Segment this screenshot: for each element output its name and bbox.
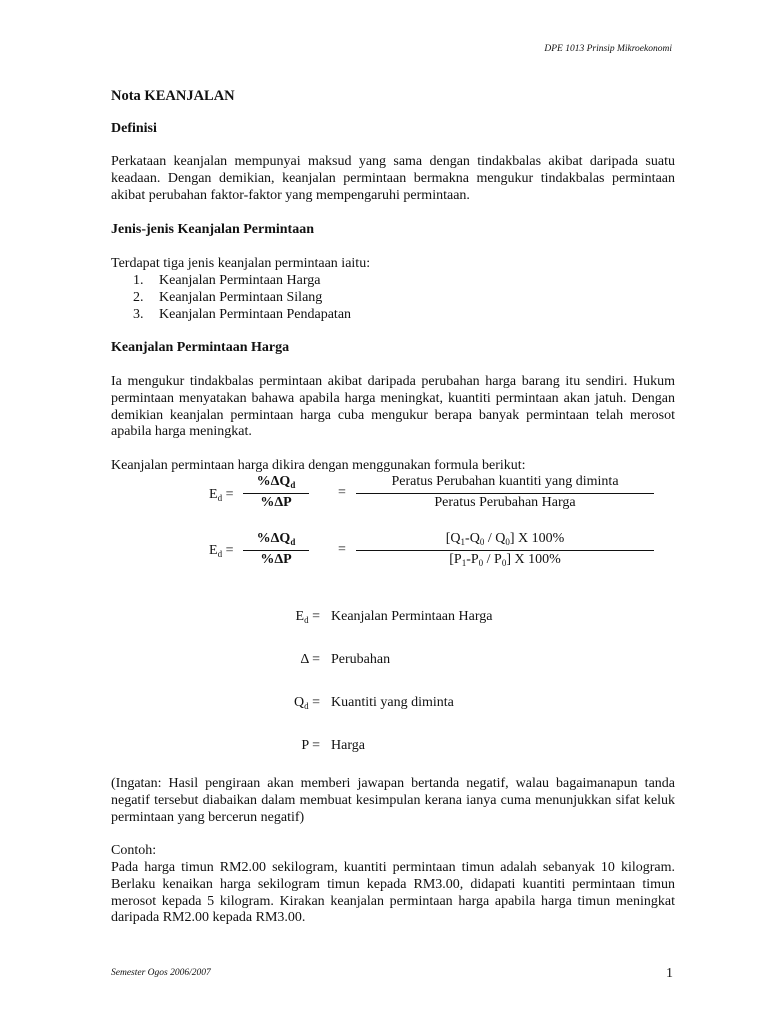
formula-right-denominator: Peratus Perubahan Harga	[434, 495, 576, 510]
page-number: 1	[666, 966, 673, 981]
list-item: 3. Keanjalan Permintaan Pendapatan	[133, 306, 352, 322]
definisi-paragraph: Perkataan keanjalan mempunyai maksud yang sama dengan tindakbalas akibat daripada suatu keadaan. Dengan demikian, keanjalan permintaan bermakna mengukur tindakbalas permintaan akibat perubahan faktor-faktor yang mempengaruhi permintaan.	[111, 154, 675, 203]
harga-paragraph: Ia mengukur tindakbalas permintaan akibat daripada perubahan harga barang itu sendiri. Hukum permintaan menyatakan bahawa apabila harga meningkat, kuantiti permintaan akan jatuh. Dengan demikian keanjalan permintaan harga cuba mengukur berapa banyak permintaan telah merosot apabila harga meningkat.	[111, 374, 675, 440]
footer-semester: Semester Ogos 2006/2007	[111, 968, 211, 978]
equals-sign: =	[338, 485, 346, 500]
document-title: Nota KEANJALAN	[111, 88, 235, 104]
fraction-bar	[356, 493, 654, 494]
formula-denominator: %ΔP	[260, 552, 292, 567]
formula-numerator: $\%\Delta Q_d$	[256, 531, 296, 547]
contoh-paragraph: Pada harga timun RM2.00 sekilogram, kuantiti permintaan timun adalah sebanyak 10 kilogram. Berlaku kenaikan harga sekilogram timun kepada RM3.00, didapati kuantiti permintaan timun merosot kepada 5 kilogram. Kirakan keanjalan permintaan harga apabila harga timun meningkat daripada RM2.00 kepada RM3.00.	[111, 860, 675, 926]
formula-numerator: $\%\Delta Q_d$	[256, 474, 296, 490]
definition-text: Keanjalan Permintaan Harga	[331, 609, 493, 624]
list-item: 1. Keanjalan Permintaan Harga	[133, 273, 321, 288]
ingatan-note: (Ingatan: Hasil pengiraan akan memberi jawapan bertanda negatif, walau bagaimanapun tanda negatif tersebut diabaikan dalam membuat kesimpulan kerana ianya cuma menunjukkan sifat keluk permintaan yang bercerun negatif)	[111, 776, 675, 825]
equals-sign: =	[338, 542, 346, 557]
definisi-heading: Definisi	[111, 121, 157, 136]
fraction-bar	[243, 550, 309, 551]
definition-text: Harga	[331, 738, 365, 753]
definition-symbol: P =	[301, 738, 320, 753]
formula-lhs: $E_d$ =	[209, 543, 234, 559]
contoh-label: Contoh:	[111, 843, 157, 858]
definition-text: Kuantiti yang diminta	[331, 695, 454, 710]
definition-symbol: $Q_d$ =	[293, 695, 320, 711]
formula-right-numerator: Peratus Perubahan kuantiti yang diminta	[391, 474, 619, 489]
running-header: DPE 1013 Prinsip Mikroekonomi	[544, 44, 672, 54]
fraction-bar	[356, 550, 654, 551]
definition-symbol: $E_d$ =	[295, 609, 320, 625]
definition-symbol: Δ =	[300, 652, 320, 667]
jenis-heading: Jenis-jenis Keanjalan Permintaan	[111, 222, 314, 237]
formula-intro: Keanjalan permintaan harga dikira dengan menggunakan formula berikut:	[111, 458, 526, 473]
fraction-bar	[243, 493, 309, 494]
formula-right-numerator: $[Q_1-Q_0 / Q_0]$ X 100%	[445, 531, 565, 547]
list-item: 2. Keanjalan Permintaan Silang	[133, 289, 323, 305]
jenis-list	[133, 273, 351, 323]
harga-heading: Keanjalan Permintaan Harga	[111, 340, 290, 355]
definition-text: Perubahan	[331, 652, 391, 667]
formula-right-denominator: $[P_1-P_0 / P_0]$ X 100%	[449, 552, 561, 568]
formula-denominator: %ΔP	[260, 495, 292, 510]
formula-lhs: $E_d$ =	[209, 487, 234, 503]
jenis-intro: Terdapat tiga jenis keanjalan permintaan iaitu:	[111, 256, 371, 271]
